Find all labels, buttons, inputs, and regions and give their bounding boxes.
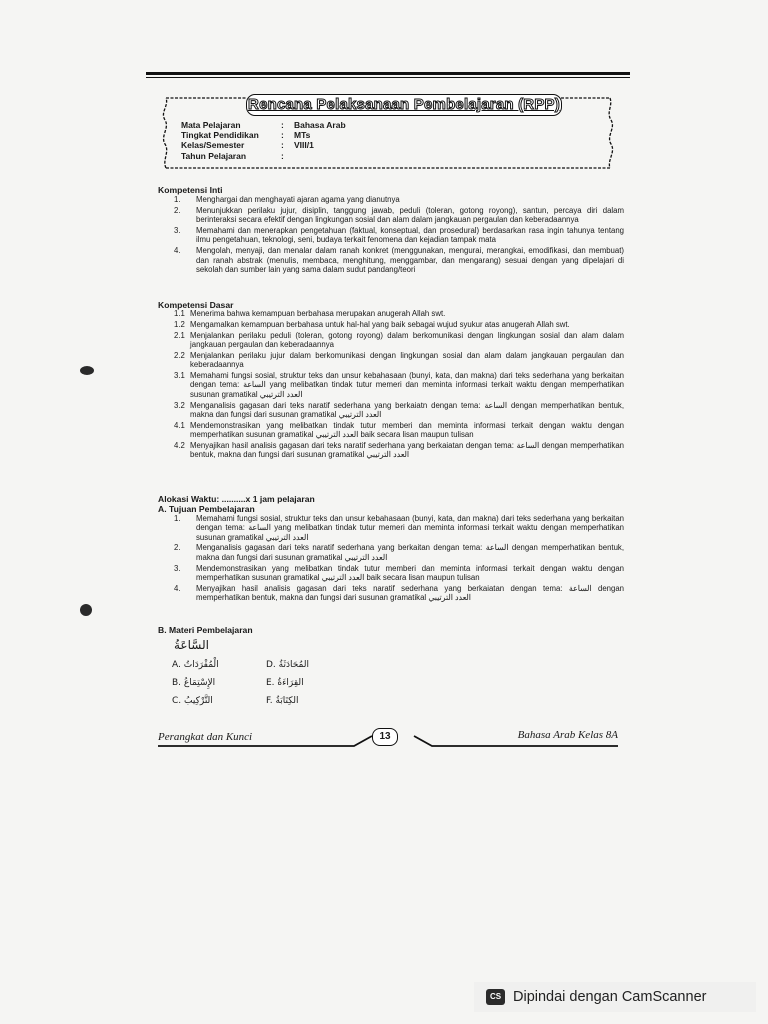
meta-row: Mata Pelajaran : Bahasa Arab xyxy=(181,120,346,130)
meta-row: Tahun Pelajaran : xyxy=(181,150,284,161)
list-item: 2.2 Menjalankan perilaku jujur dalam berkomunikasi dengan lingkungan sosial dan alam dalam jangkauan pergaulan dan keberadaannya xyxy=(174,350,624,370)
meta-row: Kelas/Semester : VIII/1 xyxy=(181,140,314,151)
option-item: D. المُحَادَثَةُ xyxy=(266,660,309,670)
camscanner-watermark xyxy=(474,982,756,1012)
hole-punch-mark xyxy=(80,604,92,616)
rpp-title: Rencana Pelaksanaan Pembelajaran (RPP) xyxy=(246,94,562,116)
option-item: C. التَّرْكِيبُ xyxy=(172,696,213,706)
meta-label: Kelas/Semester xyxy=(181,140,245,151)
meta-value: VIII/1 xyxy=(294,140,314,151)
list-item: 2. Menunjukkan perilaku jujur, disiplin, tanggung jawab, peduli (toleran, gotong royong), santun, percaya diri dalam berinteraksi secara efektif dengan lingkungan sosial dan alam dalam jangkauan pergaulan dan keberadaannya xyxy=(174,205,624,225)
list-item: 1.1 Menerima bahwa kemampuan berbahasa merupakan anugerah Allah swt. xyxy=(174,309,446,318)
top-rule-thin xyxy=(146,77,630,78)
list-item: 3.1 Memahami fungsi sosial, struktur teks dan unsur kebahasaan (bunyi, kata, dan makna) dari teks sederhana yang berkaitan dengan tema: الساعة yang melibatkan tindak tutur memeri dan meminta informasi terkait waktu dengan memperhatikan susunan gramatikal العدد الترتيبي xyxy=(174,371,624,399)
materi-title: B. Materi Pembelajaran xyxy=(158,625,253,635)
list-item: 1.2 Mengamalkan kemampuan berbahasa untuk hal-hal yang baik sebagai wujud syukur atas anugerah Allah swt. xyxy=(174,319,570,329)
meta-value: MTs xyxy=(294,130,311,141)
meta-label: Mata Pelajaran xyxy=(181,120,241,130)
list-item: 2. Menganalisis gagasan dari teks naratif sederhana yang berkaitan dengan tema: الساعة dengan memperhatikan bentuk, makna dan fungsi dari susunan gramatikal العدد الترتيبي xyxy=(174,543,624,562)
meta-label: Tingkat Pendidikan xyxy=(181,130,259,141)
option-item: A. الْمُفْرَدَاتُ xyxy=(172,660,219,670)
kd-list xyxy=(172,309,624,461)
list-item: 1. Memahami fungsi sosial, struktur teks dan unsur kebahasaan (bunyi, kata, dan makna) dari teks sederhana yang berkaitan dengan tema: الساعة yang melibatkan tindak tutur memeri dan meminta informasi terkait waktu dengan memperhatikan susunan gramatikal العدد الترتيبي xyxy=(174,514,624,542)
list-item: 4. Menyajikan hasil analisis gagasan dari teks naratif sederhana yang berkaiatan dengan tema: الساعة dengan memperhatikan bentuk, makna dan fungsi dari susunan gramatikal العدد الترتيبي xyxy=(174,583,624,603)
option-row xyxy=(172,692,360,710)
meta-value: Bahasa Arab xyxy=(294,120,346,130)
list-item: 4.2 Menyajikan hasil analisis gagasan dari teks naratif sederhana yang berkaiatan dengan tema: الساعة dengan memperhatikan bentuk, makna dan fungsi dari susunan gramatikal العدد الترتيبي xyxy=(174,441,624,460)
list-item: 2.1 Menjalankan perilaku peduli (toleran, gotong royong) dalam berkomunikasi dengan lingkungan sosial dan alam dalam jangkauan pergaulan dan keberadaannya xyxy=(174,330,624,350)
list-item: 3.2 Menganalisis gagasan dari teks naratif sederhana yang berkaiatn dengan tema: الساعة dengan memperhatikan bentuk, makna dan fungsi dari susunan gramatikal العدد الترتيبي xyxy=(174,400,624,419)
meta-label: Tahun Pelajaran xyxy=(181,150,247,161)
materi-topic: السَّاعَةُ xyxy=(174,638,209,652)
camscanner-text: Dipindai dengan CamScanner xyxy=(513,989,707,1005)
footer-left: Perangkat dan Kunci xyxy=(158,731,253,743)
hole-punch-mark xyxy=(80,366,94,375)
option-item: E. القِرَاءَةُ xyxy=(266,678,304,688)
option-item: B. الإِسْتِمَاعُ xyxy=(172,678,216,688)
list-item: 1. Menghargai dan menghayati ajaran agama yang dianutnya xyxy=(174,195,400,204)
list-item: 3. Mendemonstrasikan yang melibatkan tindak tutur memberi dan meminta informasi terkait dengan waktu dengan memperhatikan susunan gramatikal العدد الترتيبي baik secara lisan maupun tulisan xyxy=(174,563,624,582)
list-item: 3. Memahami dan menerapkan pengetahuan (faktual, konseptual, dan prosedural) berdasarkan rasa ingin tahunya tentang ilmu pengetahuan, teknologi, seni, budaya terkait fenomena dan kejadian tampak mata xyxy=(174,226,624,245)
page-number: 13 xyxy=(372,728,398,746)
tujuan-list xyxy=(172,514,624,604)
camscanner-logo-icon: CS xyxy=(486,989,505,1005)
page-footer xyxy=(158,724,618,754)
materi-options xyxy=(172,656,360,710)
top-rule-thick xyxy=(146,72,630,75)
option-row xyxy=(172,674,360,692)
meta-table xyxy=(181,120,346,161)
tujuan-title: A. Tujuan Pembelajaran xyxy=(158,504,255,514)
alokasi-waktu: Alokasi Waktu: ..........x 1 jam pelajaran xyxy=(158,494,315,504)
ki-title: Kompetensi Inti xyxy=(158,185,223,195)
ki-list xyxy=(172,195,624,276)
kd-title: Kompetensi Dasar xyxy=(158,300,234,310)
footer-right: Bahasa Arab Kelas 8A xyxy=(517,729,618,741)
meta-row: Tingkat Pendidikan : MTs xyxy=(181,130,311,141)
option-row xyxy=(172,656,360,674)
list-item: 4. Mengolah, menyaji, dan menalar dalam ranah konkret (menggunakan, mengurai, merangkai, emodifikasi, dan membuat) dan ranah abstrak (menulis, membaca, menghitung, menggambar, dan mengarang) sesuai dengan yang dipelajari di sekolah dan sumber lain yang sama dalam sudut pandang/teori xyxy=(174,246,624,274)
option-item: F. الكِتَابَةُ xyxy=(266,696,299,706)
list-item: 4.1 Mendemonstrasikan yang melibatkan tindak tutur memberi dan meminta informasi terkait dengan waktu dengan memperhatikan susunan gramatikal العدد الترتيبي baik secara lisan maupun tulisan xyxy=(174,420,624,440)
